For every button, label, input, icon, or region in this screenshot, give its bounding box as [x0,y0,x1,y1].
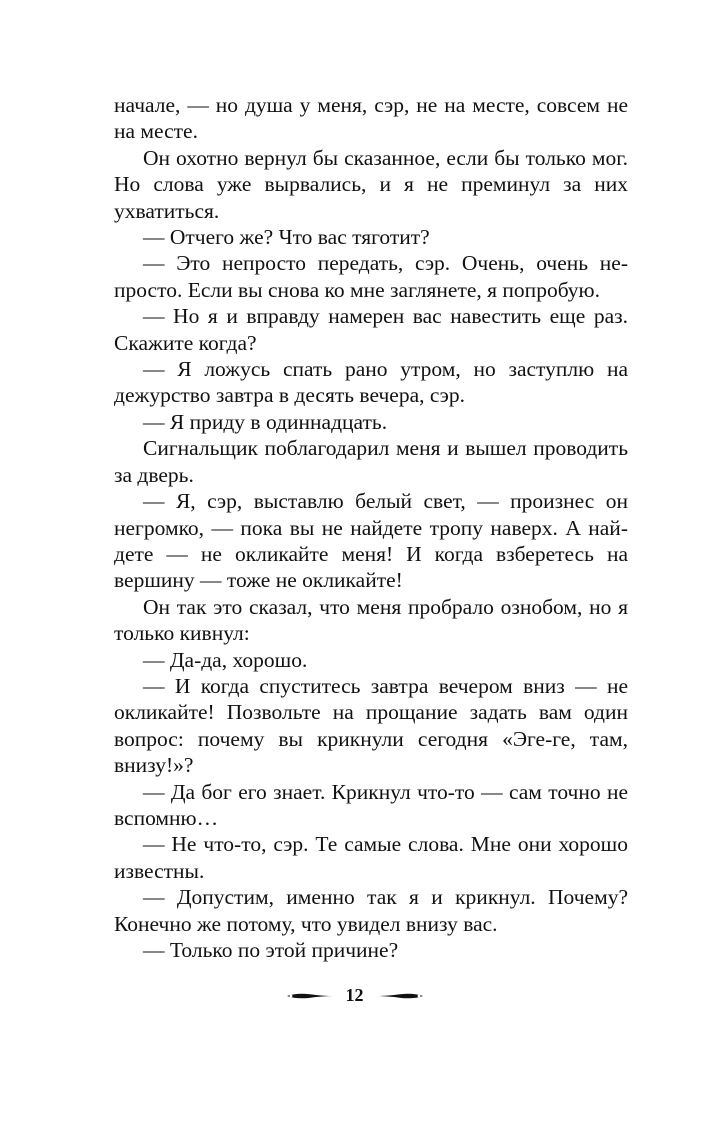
paragraph-7: — Я приду в одиннадцать. [143,409,388,434]
paragraph-13: — Да бог его знает. Крикнул что-то — сам точно не вспомню… [114,779,628,830]
paragraph-12: — И когда спуститесь завтра вечером вниз — не окликайте! Позвольте на прощание задать вам один вопрос: почему вы крикнули сегодня «Эге-ге, там, внизу!»? [114,673,628,778]
paragraph-6: — Я ложусь спать рано утром, но заступлю на дежурство завтра в десять вечера, сэр. [114,357,628,408]
paragraph-14: — Не что-то, сэр. Те самые слова. Мне они хорошо известны. [114,832,628,883]
page-footer [0,985,709,1006]
paragraph-16: — Только по этой причине? [143,938,399,962]
paragraph-1: начале, — но душа у меня, сэр, не на месте, совсем не на месте. [114,93,628,144]
paragraph-9: — Я, сэр, выставлю белый свет, — произнес он негромко, — пока вы не найдете тропу наверх. А найдете — не окликайте меня! И когда взберетесь на вершину — тоже не окликайте! [114,489,628,593]
paragraph-5: — Но я и вправду намерен вас навестить еще раз. Скажите когда? [114,304,628,355]
paragraph-4: — Это непросто передать, сэр. Очень, очень непросто. Если вы снова ко мне заглянете, я попробую. [114,251,628,302]
paragraph-2: Он охотно вернул бы сказанное, если бы только мог. Но слова уже вырвались, и я не преминул за них ухватиться. [114,145,628,223]
page-number: 12 [345,985,364,1005]
paragraph-10: Он так это сказал, что меня пробрало ознобом, но я только кивнул: [114,594,628,646]
paragraph-15: — Допустим, именно так я и крикнул. Почему? Конечно же потому, что увидел внизу вас. [114,885,628,936]
paragraph-3: — Отчего же? Что вас тяготит? [143,225,430,250]
page-text [114,92,628,963]
left-ornament-icon [286,991,334,1001]
right-ornament-icon [376,991,424,1001]
paragraph-8: Сигнальщик поблагодарил меня и вышел проводить за дверь. [114,436,628,487]
paragraph-11: — Да-да, хорошо. [143,647,308,672]
